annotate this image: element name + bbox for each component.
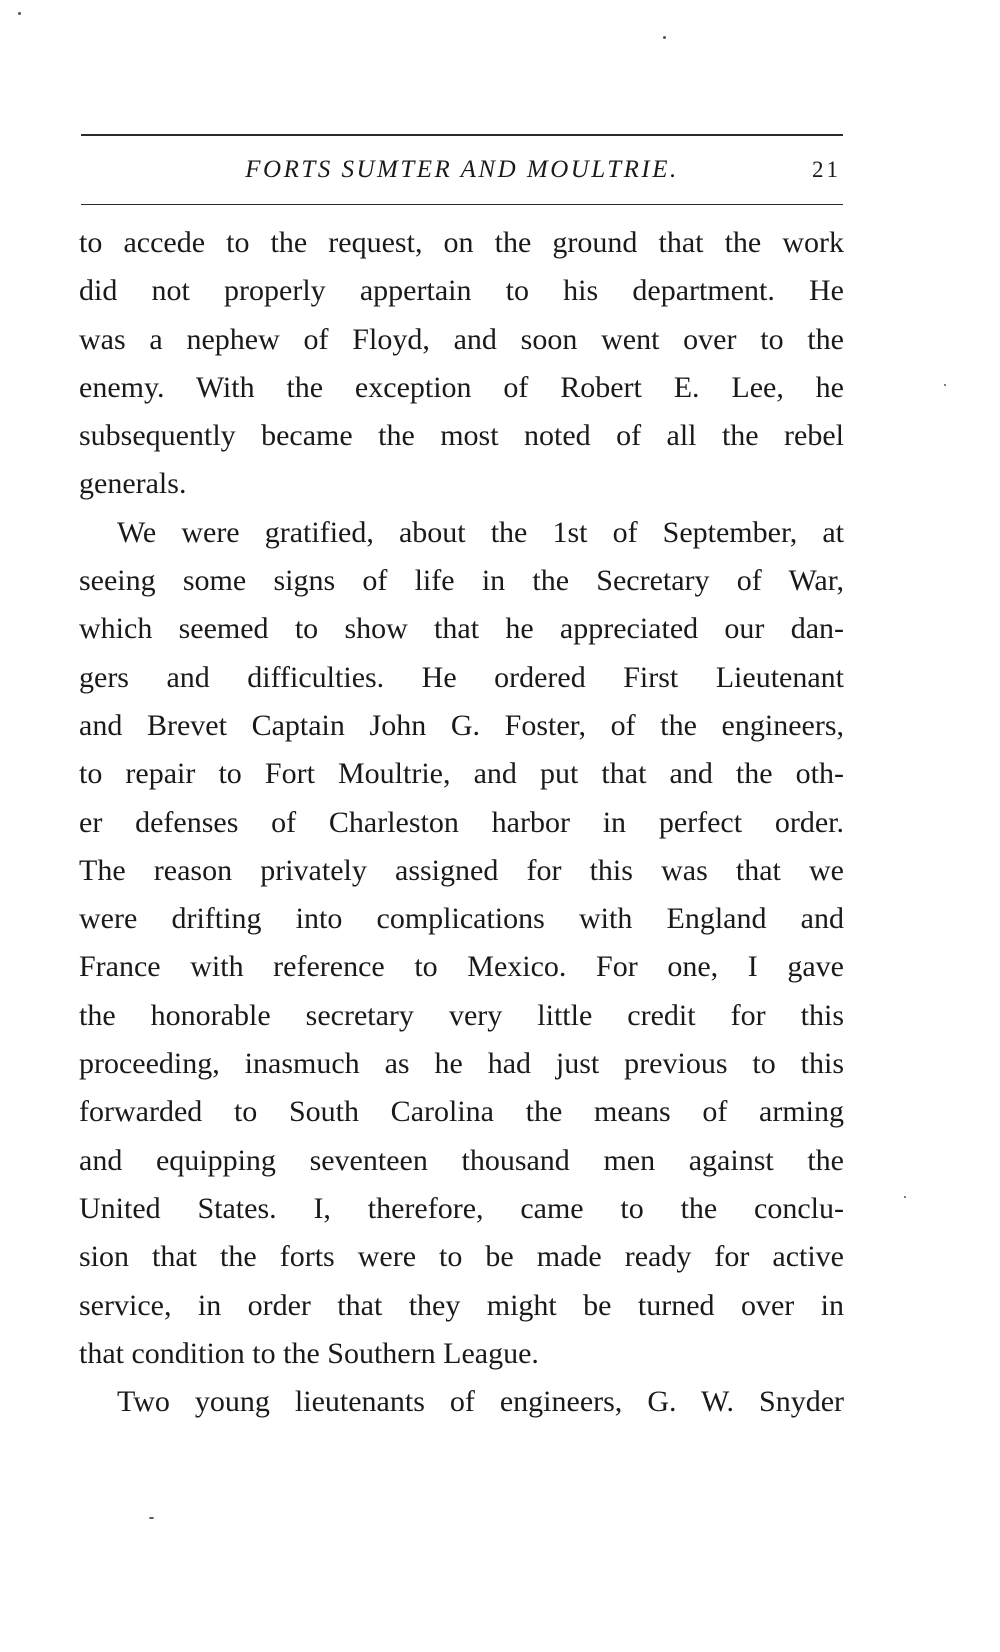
text-line: gers and difficulties. He ordered First Lieutenant (79, 660, 844, 694)
print-speck (904, 1196, 906, 1198)
text-line: United States. I, therefore, came to the conclu- (79, 1191, 844, 1225)
header-bottom-rule (81, 204, 843, 205)
print-speck (149, 1517, 154, 1519)
text-line: which seemed to show that he appreciated our dan- (79, 612, 844, 646)
page-number: 21 (812, 157, 841, 182)
text-line: and equipping seventeen thousand men against the (79, 1143, 844, 1177)
text-line: was a nephew of Floyd, and soon went over to the (79, 322, 844, 356)
print-speck (663, 36, 666, 39)
text-line: did not properly appertain to his department. He (79, 274, 844, 308)
text-line: seeing some signs of life in the Secretary of War, (79, 564, 844, 598)
text-line: to accede to the request, on the ground that the work (79, 226, 844, 259)
running-title: FORTS SUMTER AND MOULTRIE. (245, 156, 679, 183)
text-line: that condition to the Southern League. (79, 1336, 539, 1370)
text-line: enemy. With the exception of Robert E. Lee, he (79, 370, 844, 404)
text-line: er defenses of Charleston harbor in perfect order. (79, 805, 844, 839)
text-line: forwarded to South Carolina the means of arming (79, 1095, 844, 1129)
text-line: France with reference to Mexico. For one, I gave (79, 950, 844, 984)
body-text (79, 219, 844, 1426)
running-head (81, 150, 843, 190)
text-line: The reason privately assigned for this was that we (79, 853, 844, 887)
text-line: Two young lieutenants of engineers, G. W. Snyder (117, 1385, 844, 1419)
text-line: subsequently became the most noted of all the rebel (79, 419, 844, 453)
print-speck (18, 12, 21, 15)
text-line: sion that the forts were to be made ready for active (79, 1240, 844, 1274)
text-line: and Brevet Captain John G. Foster, of the engineers, (79, 708, 844, 742)
text-line: service, in order that they might be turned over in (79, 1288, 844, 1322)
header-top-rule (81, 134, 843, 136)
text-line: generals. (79, 467, 187, 501)
text-line: proceeding, inasmuch as he had just previous to this (79, 1047, 844, 1081)
print-speck (944, 384, 946, 386)
text-line: were drifting into complications with England and (79, 902, 844, 936)
text-line: the honorable secretary very little credit for this (79, 998, 844, 1032)
text-line: We were gratified, about the 1st of September, at (117, 515, 844, 549)
text-line: to repair to Fort Moultrie, and put that and the oth- (79, 757, 844, 791)
